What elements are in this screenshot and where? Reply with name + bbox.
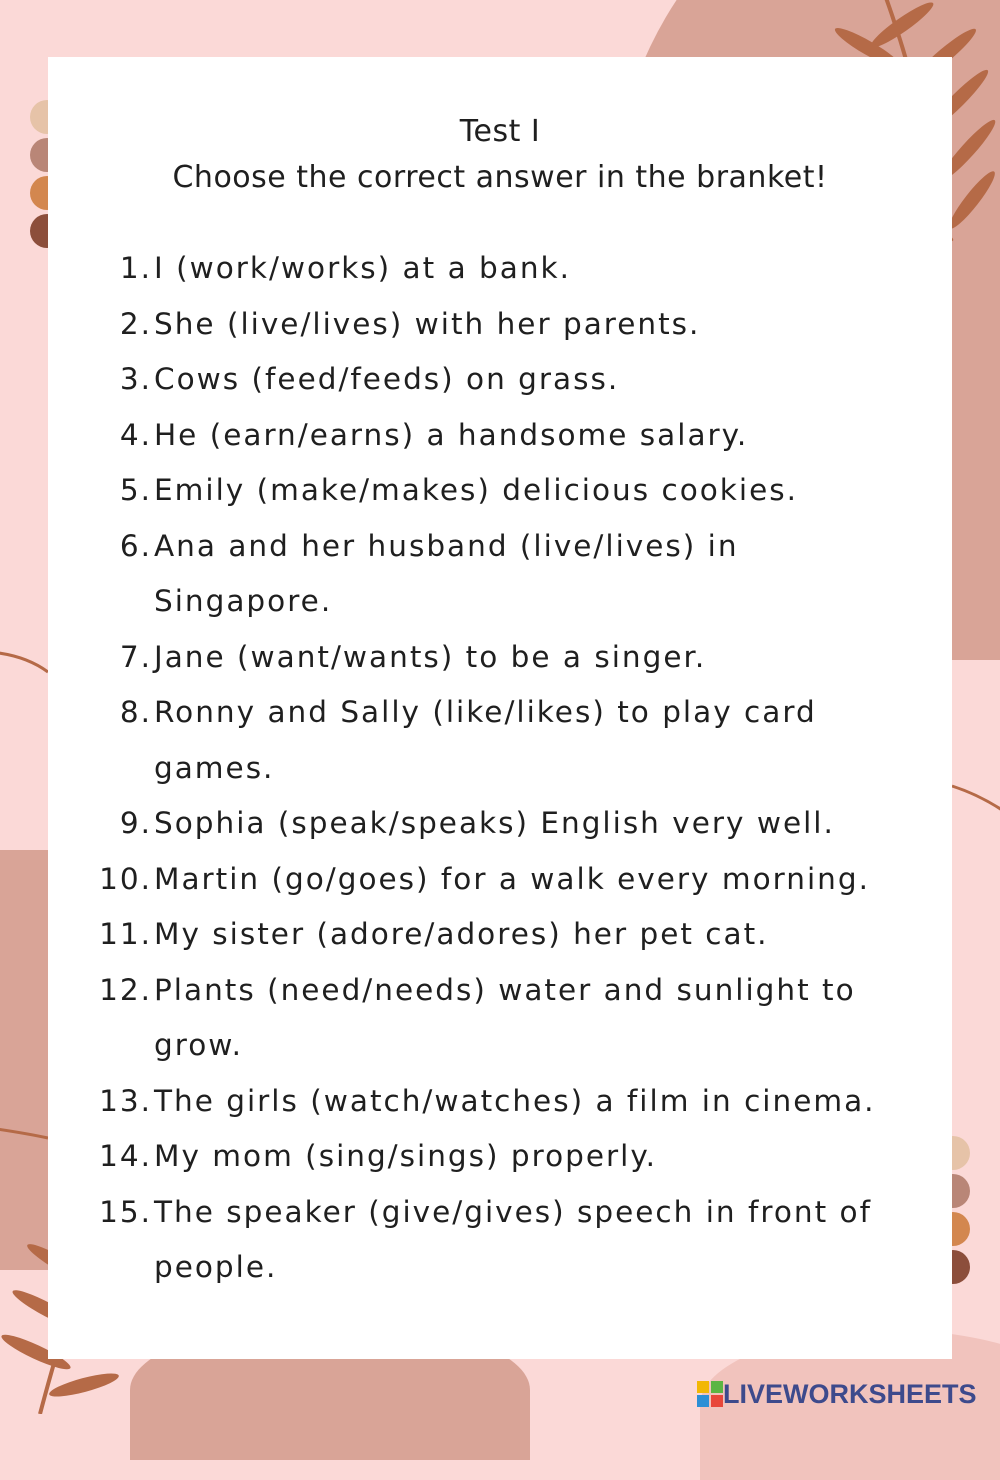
question-number: 9. [119, 806, 152, 840]
question-item [48, 241, 952, 297]
question-number: 7. [119, 639, 152, 674]
question-number: 11. [99, 917, 152, 951]
decorative-arc-left [0, 652, 48, 672]
worksheet-header [48, 109, 952, 201]
worksheet-instruction: Choose the correct answer in the branket! [172, 160, 828, 195]
question-list [48, 241, 952, 1296]
worksheet-title: Test I [459, 114, 541, 149]
question-number: 5. [119, 473, 152, 507]
question-item [48, 408, 952, 464]
question-number: 13. [99, 1083, 152, 1118]
question-item [48, 796, 952, 852]
question-text: She (live/lives) with her parents. [154, 306, 701, 341]
question-number: 12. [99, 972, 152, 1007]
question-item [48, 963, 952, 1074]
question-item [48, 685, 952, 796]
question-item [48, 630, 952, 686]
question-number: 14. [99, 1139, 152, 1173]
liveworksheets-watermark [697, 1378, 977, 1410]
liveworksheets-logo-icon [697, 1381, 723, 1407]
question-item [48, 907, 952, 963]
question-text: Sophia (speak/speaks) English very well. [154, 806, 835, 840]
question-item [48, 463, 952, 519]
question-text: My sister (adore/adores) her pet cat. [154, 917, 769, 951]
question-number: 6. [119, 528, 152, 563]
question-number: 1. [119, 251, 152, 285]
question-text: Jane (want/wants) to be a singer. [154, 639, 707, 674]
question-text: Cows (feed/feeds) on grass. [154, 362, 620, 396]
question-item [48, 297, 952, 353]
question-item [48, 352, 952, 408]
decorative-arc-right [952, 786, 1000, 812]
watermark-text: LIVEWORKSHEETS [723, 1378, 977, 1409]
question-number: 3. [119, 362, 152, 396]
question-item [48, 1129, 952, 1185]
question-text: The girls (watch/watches) a film in cinema. [154, 1083, 876, 1118]
question-item [48, 519, 952, 630]
question-text: My mom (sing/sings) properly. [154, 1139, 657, 1173]
question-text: The speaker (give/gives) speech in front of people. [154, 1194, 872, 1284]
question-number: 8. [119, 695, 152, 729]
question-text: He (earn/earns) a handsome salary. [154, 417, 749, 452]
question-number: 4. [119, 417, 152, 452]
question-text: Ronny and Sally (like/likes) to play card games. [154, 695, 817, 785]
decorative-arc-bottom-left [0, 1128, 48, 1138]
question-item [48, 1185, 952, 1296]
question-text: Emily (make/makes) delicious cookies. [154, 473, 798, 507]
question-number: 10. [99, 861, 152, 896]
question-text: Plants (need/needs) water and sunlight to grow. [154, 972, 856, 1062]
question-item [48, 1074, 952, 1130]
question-item [48, 852, 952, 908]
question-text: I (work/works) at a bank. [154, 251, 571, 285]
question-number: 15. [99, 1194, 152, 1229]
question-number: 2. [119, 306, 152, 341]
worksheet-card [48, 57, 952, 1359]
question-text: Martin (go/goes) for a walk every morning. [154, 861, 870, 896]
question-text: Ana and her husband (live/lives) in Singapore. [154, 528, 739, 618]
